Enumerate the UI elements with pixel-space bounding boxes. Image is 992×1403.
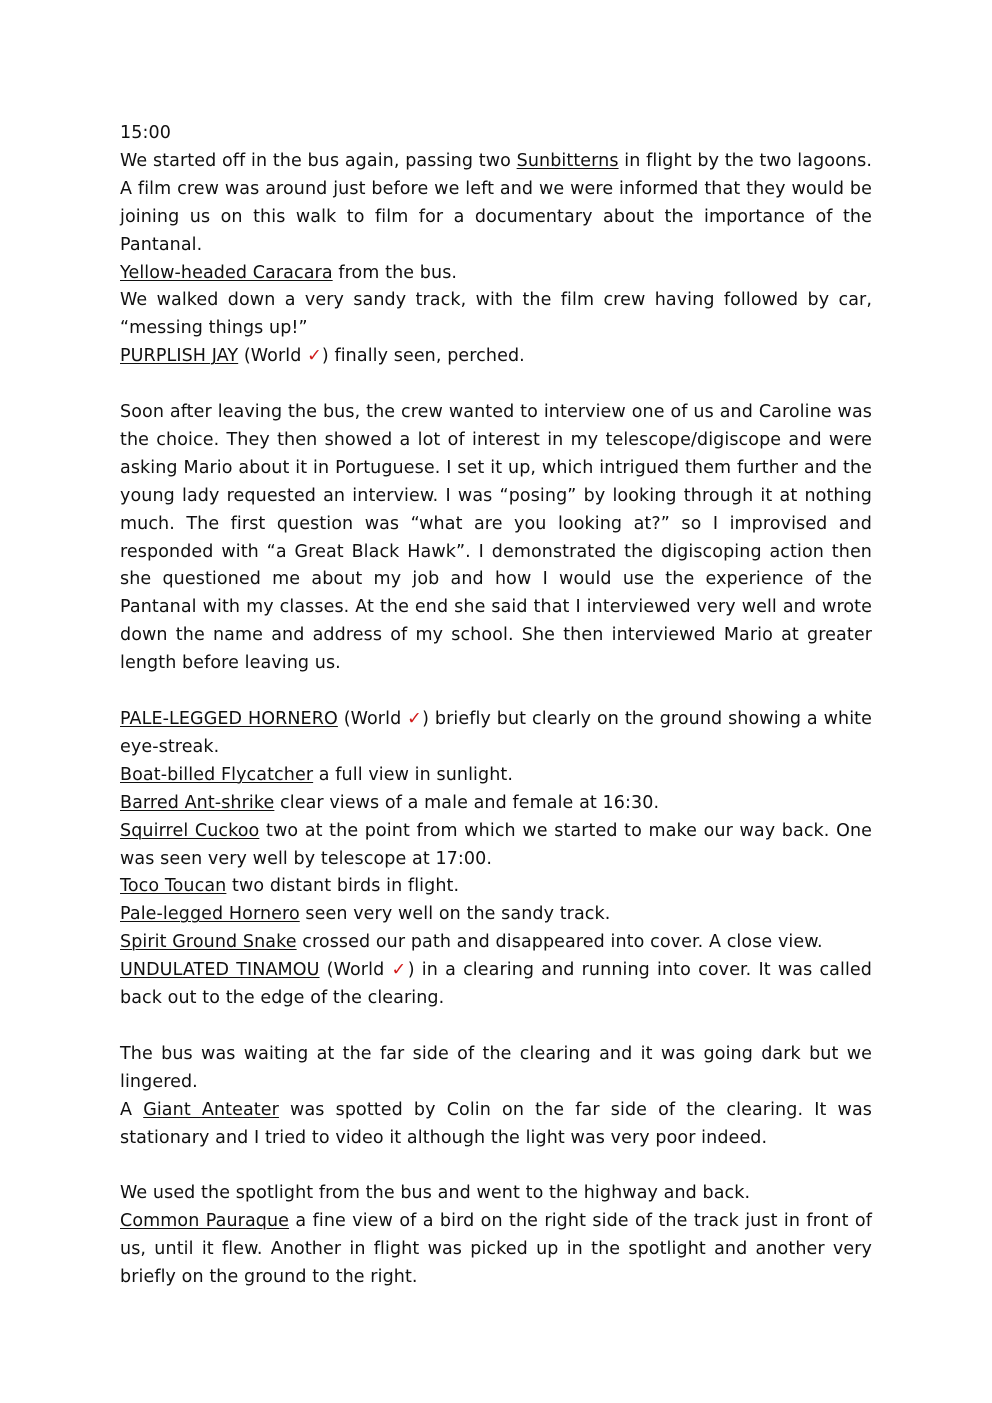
paragraph-sunbitterns: We started off in the bus again, passing two Sunbitterns in flight by the two lagoons. A film crew was around just before we left and we were informed that they would be joining us on this walk to film for a documentary about the importance of the Pantanal.: [120, 150, 872, 255]
entry-pale-legged-hornero-world: PALE-LEGGED HORNERO (World ✓) briefly but clearly on the ground showing a white eye-streak.: [120, 709, 873, 757]
entry-spirit-ground-snake: Spirit Ground Snake crossed our path and disappeared into cover. A close view.: [120, 932, 823, 953]
species-purplish-jay: PURPLISH JAY: [120, 346, 239, 367]
document-body: [120, 120, 872, 1292]
checkmark-icon: ✓: [407, 709, 423, 729]
paragraph-spotlight: We used the spotlight from the bus and went to the highway and back.: [120, 1183, 751, 1204]
species-sunbitterns: Sunbitterns: [516, 150, 619, 171]
paragraph-sandy-track: We walked down a very sandy track, with the film crew having followed by car, “messing things up!”: [120, 290, 872, 339]
paragraph-interview: Soon after leaving the bus, the crew wanted to interview one of us and Caroline was the choice. They then showed a lot of interest in my telescope/digiscope and were asking Mario about it in Portuguese. I set it up, which intrigued them further and the young lady requested an interview. I was “posing” by looking through it at nothing much. The first question was “what are you looking at?” so I improvised and responded with “a Great Black Hawk”. I demonstrated the digiscoping action then she questioned me about my job and how I would use the experience of the Pantanal with my classes. At the end she said that I interviewed very well and wrote down the name and address of my school. She then interviewed Mario at greater length before leaving us.: [120, 402, 872, 674]
entry-purplish-jay: PURPLISH JAY (World ✓) finally seen, perched.: [120, 346, 525, 367]
species-common-pauraque: Common Pauraque: [120, 1211, 290, 1232]
paragraph-bus-waiting: The bus was waiting at the far side of the clearing and it was going dark but we lingered.: [120, 1043, 872, 1092]
species-giant-anteater: Giant Anteater: [143, 1099, 279, 1120]
checkmark-icon: ✓: [307, 346, 322, 367]
entry-toco-toucan: Toco Toucan two distant birds in flight.: [120, 876, 460, 897]
entry-pale-legged-hornero: Pale-legged Hornero seen very well on the sandy track.: [120, 904, 611, 925]
entry-giant-anteater: A Giant Anteater was spotted by Colin on the far side of the clearing. It was stationary and I tried to video it although the light was very poor indeed.: [120, 1099, 872, 1148]
species-barred-ant-shrike: Barred Ant-shrike: [120, 792, 275, 813]
species-toco-toucan: Toco Toucan: [120, 876, 227, 897]
checkmark-icon: ✓: [391, 960, 408, 981]
species-boat-billed-flycatcher: Boat-billed Flycatcher: [120, 764, 314, 785]
species-pale-legged-hornero: Pale-legged Hornero: [120, 904, 300, 925]
species-spirit-ground-snake: Spirit Ground Snake: [120, 932, 297, 953]
entry-squirrel-cuckoo: Squirrel Cuckoo two at the point from which we started to make our way back. One was seen very well by telescope at 17:00.: [120, 820, 872, 869]
entry-common-pauraque: Common Pauraque a fine view of a bird on the right side of the track just in front of us, until it flew. Another in flight was picked up in the spotlight and another very briefly on the ground to the right.: [120, 1211, 872, 1288]
species-yellow-headed-caracara: Yellow-headed Caracara: [120, 262, 333, 283]
entry-barred-ant-shrike: Barred Ant-shrike clear views of a male and female at 16:30.: [120, 792, 660, 813]
species-squirrel-cuckoo: Squirrel Cuckoo: [120, 820, 260, 841]
entry-yellow-headed-caracara: Yellow-headed Caracara from the bus.: [120, 262, 458, 283]
entry-boat-billed-flycatcher: Boat-billed Flycatcher a full view in sunlight.: [120, 764, 514, 785]
species-pale-legged-hornero-caps: PALE-LEGGED HORNERO: [120, 709, 338, 729]
entry-undulated-tinamou: UNDULATED TINAMOU (World ✓) in a clearing and running into cover. It was called back out to the edge of the clearing.: [120, 960, 872, 1009]
species-undulated-tinamou: UNDULATED TINAMOU: [120, 960, 320, 981]
time-heading: 15:00: [120, 123, 171, 143]
